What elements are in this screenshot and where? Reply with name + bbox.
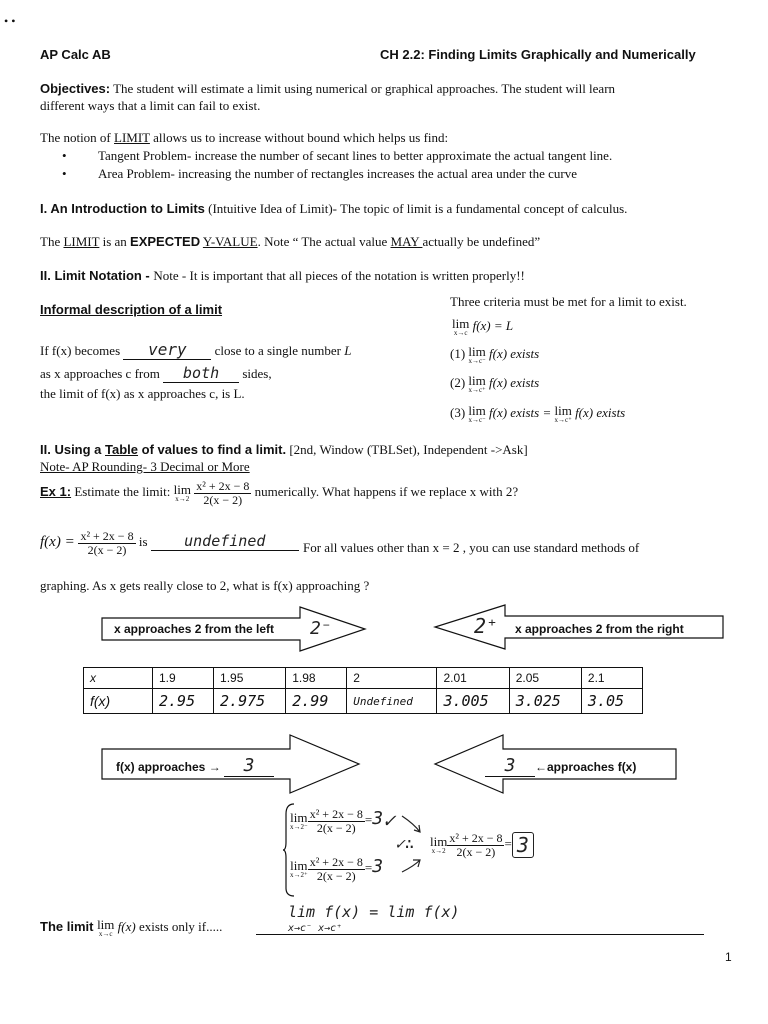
course-title: AP Calc AB: [40, 47, 111, 62]
approaches-right-label: 3 ←approaches f(x): [485, 755, 636, 777]
notion-pre: The notion of: [40, 130, 115, 145]
criteria-main: lim x→c f(x) = L: [452, 316, 514, 337]
bullet-1: •: [62, 148, 67, 163]
answer-both: both: [163, 364, 239, 383]
intro-label: I. An Introduction to Limits: [40, 201, 205, 216]
answer-undefined: undefined: [151, 532, 299, 551]
objectives-text-2: different ways that a limit can fail to exist.: [40, 98, 261, 113]
answer-very: very: [123, 340, 211, 360]
criteria-1: (1) lim x→c⁻ f(x) exists: [450, 344, 540, 365]
fx-definition-rest: For all values other than x = 2 , you can use standard methods of: [303, 540, 640, 555]
x-cell: 1.95: [214, 668, 286, 689]
fx-cell: Undefined: [347, 689, 437, 714]
approaches-left-label: f(x) approaches → 3: [116, 755, 274, 777]
fx-cell: 2.95: [153, 689, 214, 714]
right-arrow-label: x approaches 2 from the right: [515, 622, 684, 636]
informal-line-2: as x approaches c from both sides,: [40, 364, 272, 382]
notation-label: II. Limit Notation -: [40, 268, 154, 283]
limit-exists-line: The limit lim x→c f(x) exists only if.....: [40, 917, 223, 938]
fx-cell: 2.975: [214, 689, 286, 714]
x-row: [84, 668, 643, 689]
chapter-title: CH 2.2: Finding Limits Graphically and Numerically: [380, 47, 696, 62]
x-cell: 2.05: [509, 668, 581, 689]
bullet-1-text: Tangent Problem- increase the number of secant lines to better approximate the actual tangent line.: [98, 148, 613, 163]
objectives-text-1: The student will estimate a limit using numerical or graphical approaches. The student will learn: [113, 81, 616, 96]
informal-line-1: If f(x) becomes very close to a single number L: [40, 340, 352, 359]
final-answer-box: 3: [512, 832, 534, 858]
therefore-mark: ✓∴: [395, 834, 415, 853]
x-cell: 2.01: [437, 668, 509, 689]
fx-cell: 3.005: [437, 689, 509, 714]
objectives: [40, 80, 740, 114]
objectives-label: Objectives:: [40, 81, 111, 96]
x-cell: 1.9: [153, 668, 214, 689]
fx-row: [84, 689, 643, 714]
stray-dots: • •: [4, 14, 16, 28]
criteria-3: (3) lim x→c⁻ f(x) exists = lim x→c⁺ f(x) exists: [450, 403, 626, 424]
bullet-2: •: [62, 166, 67, 181]
graphing-line: graphing. As x gets really close to 2, what is f(x) approaching ?: [40, 578, 370, 593]
left-arrow-label: x approaches 2 from the left: [114, 622, 275, 636]
x-cell: 1.98: [286, 668, 347, 689]
notion-word: LIMIT: [114, 130, 150, 145]
intro-line: [40, 201, 627, 217]
bullet-2-text: Area Problem- increasing the number of rectangles increases the actual area under the curve: [98, 166, 577, 181]
fx-cell: 2.99: [286, 689, 347, 714]
notation-line: [40, 268, 525, 284]
rounding-note: Note- AP Rounding- 3 Decimal or More: [40, 459, 250, 474]
page-number: 1: [725, 950, 732, 964]
limit-exists-handwriting: lim f(x) = lim f(x) x→c⁻ x→c⁺: [288, 903, 460, 934]
x-cell: 2: [347, 668, 437, 689]
fx-header: f(x): [84, 689, 153, 714]
fx-definition: f(x) = $\frac{\text{x² + 2x − 8}}{2(x - 2)}$ is undefined: [40, 530, 299, 556]
informal-line-3: the limit of f(x) as x approaches c, is L.: [40, 386, 245, 401]
two-sided-limit-expression: lim x→2 $\frac{\text{x² + 2x − 8}}{2(x - 2)}$ = 3: [430, 832, 534, 858]
right-limit-expression: lim x→2⁺ $\frac{\text{x² + 2x − 8}}{2(x - 2)}$ =3: [290, 855, 384, 883]
expected-line: The LIMIT is an EXPECTED Y-VALUE. Note “ The actual value MAY actually be undefined”: [40, 234, 541, 249]
left-arrow-handwriting: 2⁻: [310, 618, 332, 639]
approaches-right-answer: 3: [485, 755, 535, 777]
informal-title: Informal description of a limit: [40, 302, 223, 317]
table-section-title: II. Using a Table of values to find a limit. [2nd, Window (TBLSet), Independent ->Ask]: [40, 442, 528, 457]
x-header: x: [84, 668, 153, 689]
approaches-left-answer: 3: [224, 755, 274, 777]
fx-cell: 3.05: [581, 689, 642, 714]
criteria-2: (2) lim x→c⁺ f(x) exists: [450, 373, 540, 394]
intro-rest: (Intuitive Idea of Limit)- The topic of limit is a fundamental concept of calculus.: [204, 201, 628, 216]
x-cell: 2.1: [581, 668, 642, 689]
notion-post: allows us to increase without bound which helps us find:: [149, 130, 449, 145]
criteria-title: Three criteria must be met for a limit to exist.: [450, 294, 687, 309]
left-limit-expression: lim x→2⁻ $\frac{\text{x² + 2x − 8}}{2(x - 2)}$ =3✓: [290, 807, 396, 835]
notion-line: [40, 130, 448, 146]
right-arrow-handwriting: 2⁺: [474, 614, 499, 638]
fx-cell: 3.025: [509, 689, 581, 714]
example-1: Ex 1: Estimate the limit: lim x→2 $\frac{\text{x² + 2x − 8}}{2(x - 2)}$ numerically. What happens if we replace x with 2?: [40, 479, 519, 507]
values-table: [83, 667, 643, 714]
notation-note: Note - It is important that all pieces of the notation is written properly!!: [153, 268, 525, 283]
